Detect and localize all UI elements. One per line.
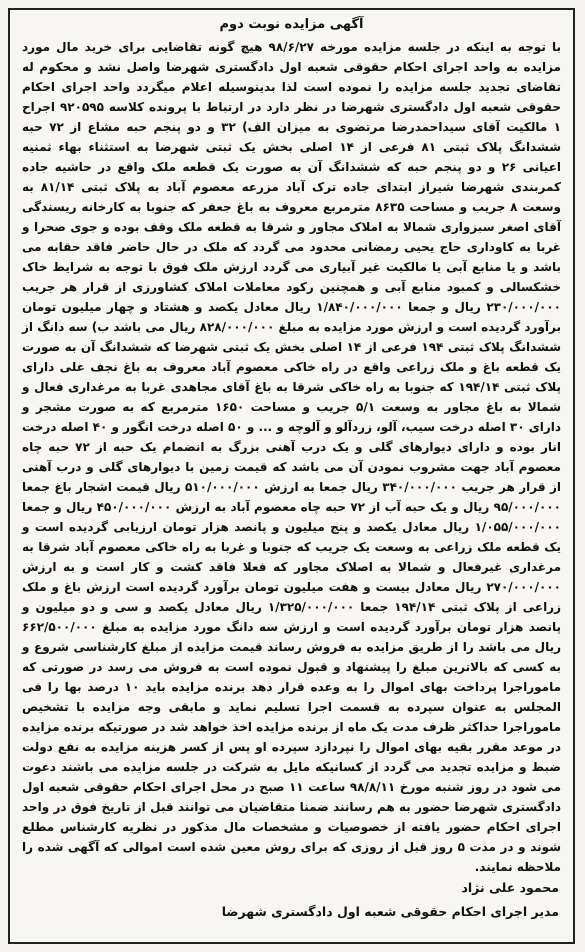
notice-title: آگهی مزایده نوبت دوم [219,17,364,32]
signature-block [222,876,559,924]
signer-title: مدیر اجرای احکام حقوقی شعبه اول دادگستری شهرضا [221,904,559,919]
auction-notice [8,8,575,944]
notice-body: با توجه به اینکه در جلسه مزایده مورخه ۹۸/۶/۲۷ هیچ گونه تقاضایی برای خرید مال مورد مزایده به واحد اجرای احکام حقوقی شعبه اول دادگستری شهرضا واصل نشد و محکوم له تقاضای تجدید جلسه مزایده را نموده است لذا بدینوسیله اعلام میگردد واحد اجرای احکام حقوقی شعبه اول دادگستری شهرضا در نظر دارد در ارتباط با پرونده کلاسه ۹۲۰۵۹۵ اجراح ۱ مالکیت آقای سیداحمدرضا مرتضوی به میزان الف) ۳۲ و دو پنجم حبه مشاع از ۷۲ حبه ششدانگ پلاک ثبتی ۸۱ فرعی از ۱۴ اصلی بخش یک ثبتی شهرضا به استثناء بهاء ثمنیه اعیانی ۲۶ و دو پنجم حبه که ششدانگ آن به صورت یک قطعه ملک واقع در حاشیه جاده کمربندی شهرضا شیراز ابتدای جاده ترک آباد مزرعه معصوم آباد به پلاک ثبتی ۸۱/۱۴ به وسعت ۸ جریب و مساحت ۸۶۳۵ مترمربع معروف به باغ جعفر که جنوبا به کارخانه ریسندگی آقای اصغر سبزواری شمالا به املاک مجاور و شرقا به قطعه ملک وقف بوده و جوی صحرا و غربا به کاوداری حاج یحیی رمضانی محدود می گردد که ملک در حال حاضر فاقد حقابه می باشد و یا منابع آبی یا مالکیت غیر آبیاری می گردد ارزش ملک فوق با توجه به شرایط خاک خشکسالی و کمبود منابع آبی و همچنین رکود معاملات املاک کشاورزی از قرار هر جریب ۲۳۰/۰۰۰/۰۰۰ ریال و جمعا ۱/۸۴۰/۰۰۰/۰۰۰ ریال معادل یکصد و هشتاد و چهار میلیون تومان برآورد گردیده است و ارزش مورد مزایده به مبلغ ۸۲۸/۰۰۰/۰۰۰ ریال می باشد ب) سه دانگ از ششدانگ پلاک ثبتی ۱۹۴ فرعی از ۱۴ اصلی بخش یک ثبتی شهرضا که ششدانگ آن به صورت یک قطعه باغ و ملک زراعی واقع در راه خاکی معصوم آباد معروف به باغ نجف علی دارای پلاک ثبتی ۱۹۴/۱۴ که جنوبا به راه خاکی شرقا به باغ آقای مجاهدی غربا به مرغداری فعال و شمالا به باغ مجاور به وسعت ۵/۱ جریب و مساحت ۱۶۵۰ مترمربع که به صورت مشجر و دارای ۳۰ اصله درخت سیب، آلو، زردآلو و آلوچه و ... و ۵۰ اصله درخت انگور و ۴۰ اصله درخت انار بوده و دارای دیوارهای گلی و یک درب آهنی بزرگ به انضمام یک حبه از ۷۲ حبه چاه معصوم آباد جهت مشروب نمودن آن می باشد که قیمت زمین با دیوارهای گلی و درب آهنی از قرار هر جریب ۳۴۰/۰۰۰/۰۰۰ ریال جمعا به ارزش ۵۱۰/۰۰۰/۰۰۰ ریال قیمت اشجار باغ جمعا ۹۵/۰۰۰/۰۰۰ ریال و یک حبه آب از ۷۲ حبه چاه معصوم آباد به ارزش ۴۵۰/۰۰۰/۰۰۰ ریال و جمعا ۱/۰۵۵/۰۰۰/۰۰۰ ریال معادل یکصد و پنج میلیون و پانصد هزار تومان ارزیابی گردیده است و یک قطعه ملک زراعی به وسعت یک جریب که جنوبا و غربا به راه خاکی معصوم آباد شرقا به مرغداری غیرفعال و شمالا به اصلاک مجاور که فعلا فاقد کشت و کار است و به ارزش ۲۷۰/۰۰۰/۰۰۰ ریال معادل بیست و هفت میلیون تومان برآورد گردیده است ارزش باغ و ملک زراعی از پلاک ثبتی ۱۹۴/۱۴ جمعا ۱/۳۲۵/۰۰۰/۰۰۰ ریال معادل یکصد و سی و دو میلیون و پانصد هزار تومان برآورد گردیده است و ارزش سه دانگ مورد مزایده به مبلغ ۶۶۲/۵۰۰/۰۰۰ ریال می باشد را از طریق مزایده به فروش رساند قیمت مزایده از مبلغ کارشناسی شروع و به کسی که بالاترین مبلغ را پیشنهاد و قبول نموده است به فروش می رسد در صورتی که ماموراجرا پرداخت بهای اموال را به وعده قرار دهد برنده مزایده باید ۱۰ درصد بها را فی المجلس به عنوان سپرده به قسمت اجرا تسلیم نماید و مابقی وجه مزایده با تشخیص ماموراجرا حداکثر ظرف مدت یک ماه از برنده مزایده اخذ خواهد شد در صورتیکه برنده مزایده در موعد مقرر بقیه بهای اموال را نپردازد سپرده او پس از کسر هزینه مزایده به نفع دولت ضبط و مزایده تجدید می گردد از کسانیکه مایل به شرکت در جلسه مزایده می باشند دعوت می شود در روز شنبه مورخ ۹۸/۸/۱۱ ساعت ۱۱ صبح در محل اجرای احکام حقوقی شعبه اول دادگستری شهرضا حضور به هم رسانند ضمنا متقاضیان می توانند قبل از تاریخ فوق در واحد اجرای احکام حضور یافته از خصوصیات و مشخصات مال مذکور در نظریه کارشناس مطلع شوند و در مدت ۵ روز قبل از روزی که برای روش معین شده است اموالی که آگهی شده را ملاحظه نمایند. [22,40,562,874]
signer-name: محمود علی نژاد [461,880,559,895]
